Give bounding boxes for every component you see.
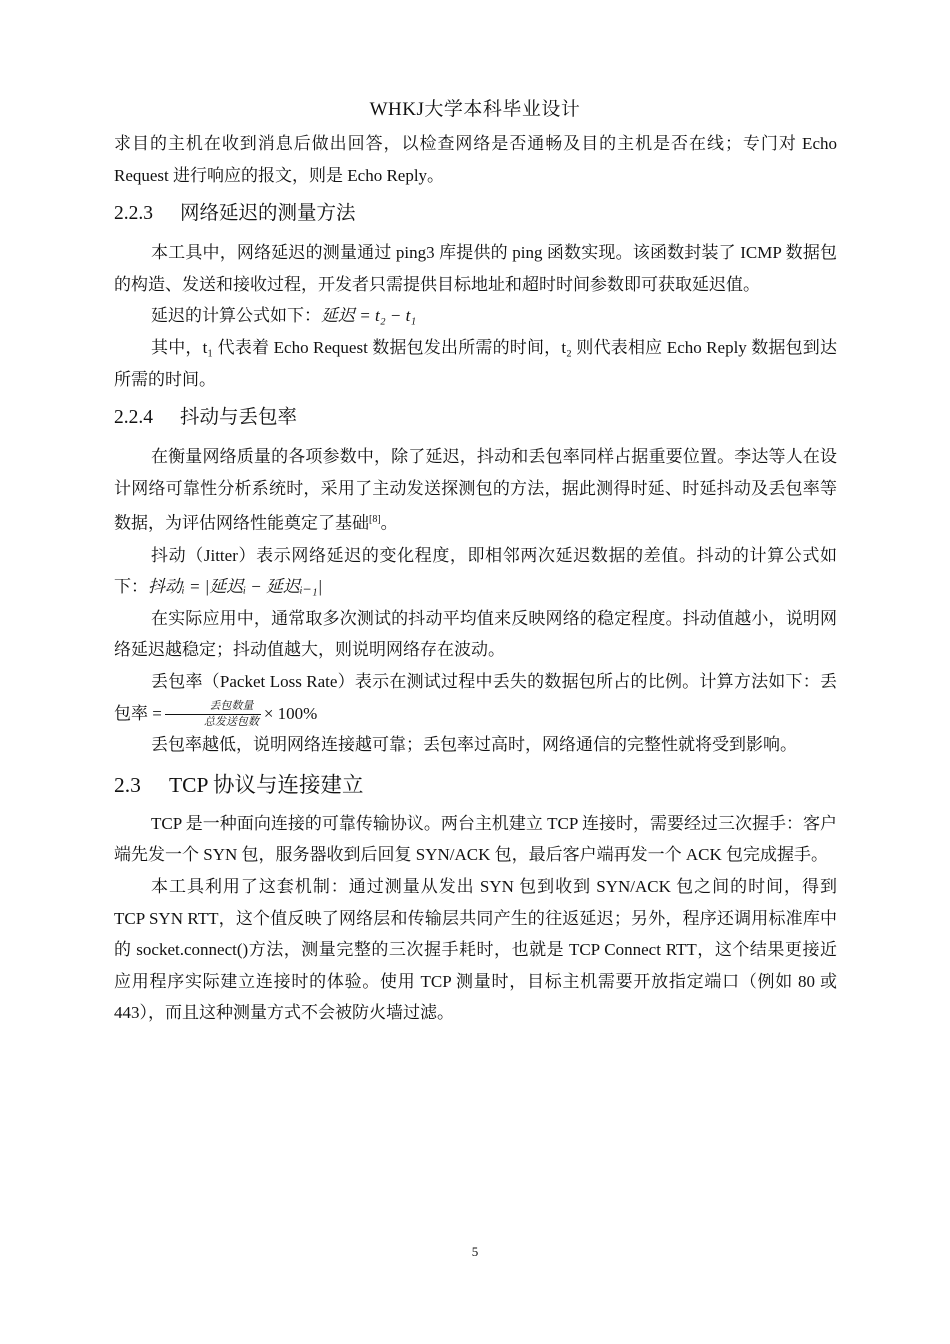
page-number: 5 — [471, 1244, 479, 1259]
formula-intro: 延迟的计算公式如下： — [151, 306, 321, 326]
formula-intro: 抖动（Jitter）表示网络延迟的变化程度，即相邻两次延迟数据的差值。抖动的计算公式如下： — [114, 545, 837, 597]
page-header: WHKJ大学本科毕业设计 — [369, 99, 581, 120]
paragraph: 丢包率越低，说明网络连接越可靠；丢包率过高时，网络通信的完整性就将受到影响。 — [151, 735, 797, 755]
section-title: 抖动与丢包率 — [180, 407, 298, 429]
formula-delay: 延迟 = t₂ − t₁ — [321, 306, 417, 326]
section-heading-2-3 — [114, 769, 837, 801]
paragraph-end: 。 — [380, 514, 398, 533]
section-number: 2.3 — [114, 772, 141, 797]
paragraph-formula-jitter — [114, 540, 837, 603]
paragraph: 在实际应用中，通常取多次测试的抖动平均值来反映网络的稳定程度。抖动值越小，说明网络延迟越稳定；抖动值越大，则说明网络存在波动。 — [114, 608, 837, 660]
section-heading-2-2-3 — [114, 199, 837, 229]
formula-intro: 丢包率（Packet Loss Rate）表示在测试过程中丢失的数据包所占的比例。计算方法如下： — [151, 671, 820, 691]
paragraph-text: 在衡量网络质量的各项参数中，除了延迟，抖动和丢包率同样占据重要位置。李达等人在设计网络可靠性分析系统时，采用了主动发送探测包的方法，据此测得时延、时延抖动及丢包率等数据，为评估网络性能奠定了基础 — [114, 447, 837, 533]
paragraph-intro-continuation: 求目的主机在收到消息后做出回答，以检查网络是否通畅及目的主机是否在线；专门对 Echo Request 进行响应的报文，则是 Echo Reply。 — [114, 134, 837, 185]
section-number: 2.2.4 — [114, 407, 153, 429]
page-body — [114, 128, 837, 1029]
paragraph-with-citation — [114, 441, 837, 539]
paragraph-formula-delay — [114, 300, 837, 332]
formula-loss-fraction — [165, 700, 261, 729]
paragraph: 其中，t₁ 代表着 Echo Request 数据包发出所需的时间，t₂ 则代表相应 Echo Reply 数据包到达所需的时间。 — [114, 337, 837, 389]
paragraph: 本工具利用了这套机制：通过测量从发出 SYN 包到收到 SYN/ACK 包之间的时间，得到 TCP SYN RTT，这个值反映了网络层和传输层共同产生的往返延迟；另外，程序还调用标准库中的 socket.connect()方法，测量完整的三次握手耗时，也就是 TCP Connect RTT，这个结果更接近应用程序实际建立连接时的体验。使用 TCP 测量时，目标主机需要开放指定端口（例如 80 或 443），而且这种测量方式不会被防火墙过滤。 — [114, 876, 837, 1023]
fraction-denominator: 总发送包数 — [203, 716, 259, 729]
section-heading-2-2-4 — [114, 403, 837, 433]
paragraph: 本工具中，网络延迟的测量通过 ping3 库提供的 ping 函数实现。该函数封装了 ICMP 数据包的构造、发送和接收过程，开发者只需提供目标地址和超时时间参数即可获取延迟值。 — [114, 243, 837, 294]
section-title: TCP 协议与连接建立 — [169, 772, 364, 797]
paragraph: TCP 是一种面向连接的可靠传输协议。两台主机建立 TCP 连接时，需要经过三次握手：客户端先发一个 SYN 包，服务器收到后回复 SYN/ACK 包，最后客户端再发一个 ACK 包完成握手。 — [114, 813, 837, 865]
citation-reference: [8] — [369, 514, 381, 526]
fraction-numerator: 丢包数量 — [165, 700, 261, 715]
formula-loss-lhs: 丢包率 = — [114, 671, 837, 723]
section-title: 网络延迟的测量方法 — [180, 203, 356, 225]
paragraph-formula-loss — [114, 666, 837, 729]
section-number: 2.2.3 — [114, 203, 153, 225]
formula-jitter: 抖动ᵢ = |延迟ᵢ − 延迟ᵢ₋₁| — [148, 577, 323, 597]
formula-loss-rhs: × 100% — [263, 703, 318, 723]
